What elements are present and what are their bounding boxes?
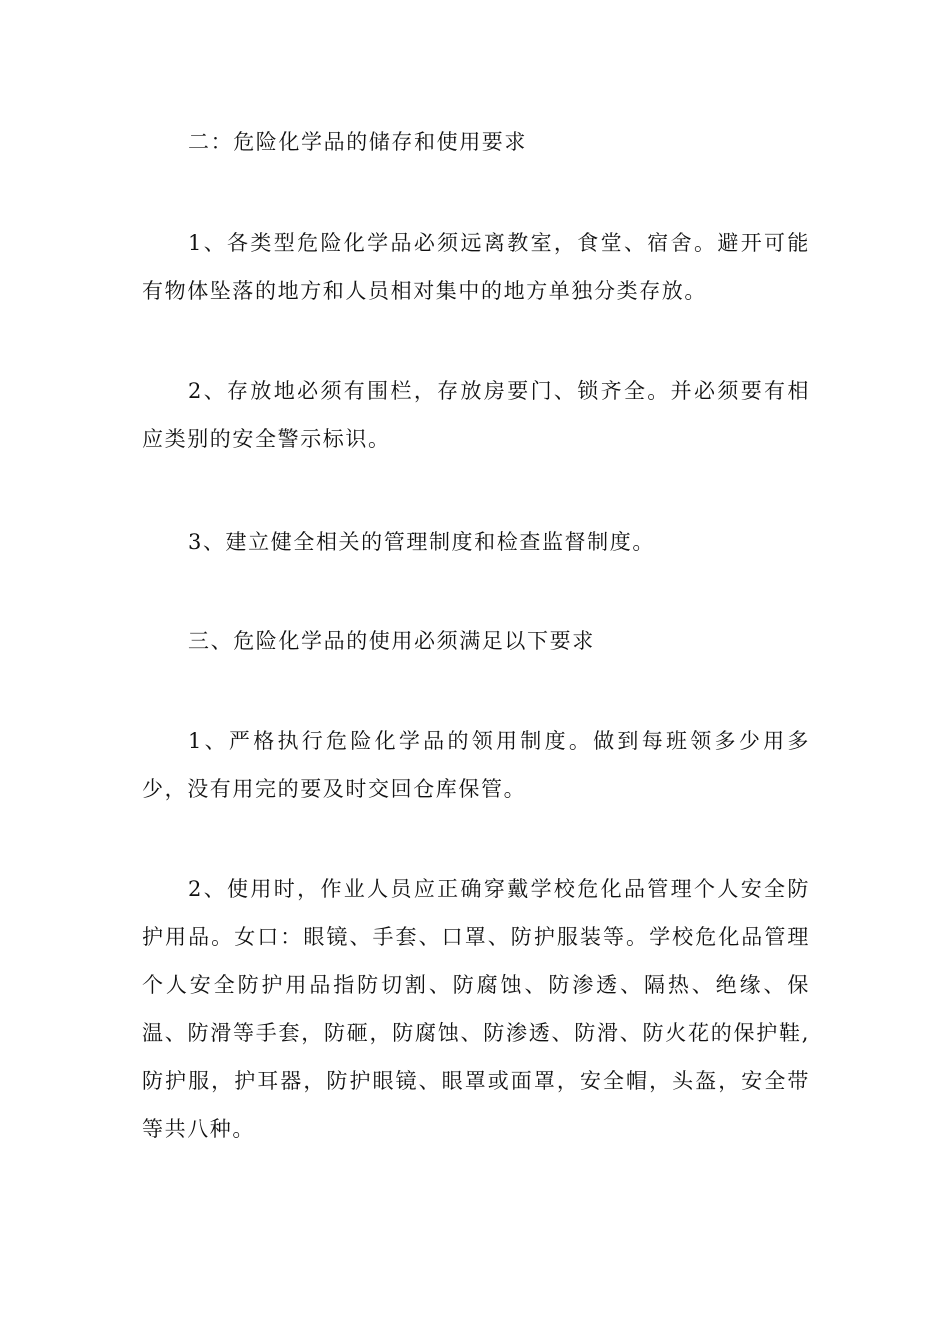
section-heading-storage: 二：危险化学品的储存和使用要求 (188, 130, 527, 154)
paragraph-storage-3: 3、建立健全相关的管理制度和检查监督制度。 (188, 530, 655, 554)
section-heading-usage: 三、危险化学品的使用必须满足以下要求 (188, 629, 595, 653)
paragraph-usage-2: 2、使用时，作业人员应正确穿戴学校危化品管理个人安全防护用品。女口：眼镜、手套、口罩、防护服装等。学校危化品管理个人安全防护用品指防切割、防腐蚀、防渗透、隔热、绝缘、保温、防滑等手套，防砸，防腐蚀、防渗透、防滑、防火花的保护鞋,防护服，护耳器，防护眼镜、眼罩或面罩，安全帽，头盔，安全带等共八种。 (142, 877, 810, 1141)
paragraph-storage-2: 2、存放地必须有围栏，存放房要门、锁齐全。并必须要有相应类别的安全警示标识。 (142, 379, 810, 451)
paragraph-usage-1: 1、严格执行危险化学品的领用制度。做到每班领多少用多少，没有用完的要及时交回仓库保管。 (142, 729, 810, 801)
paragraph-storage-1: 1、各类型危险化学品必须远离教室，食堂、宿舍。避开可能有物体坠落的地方和人员相对集中的地方单独分类存放。 (142, 231, 810, 303)
